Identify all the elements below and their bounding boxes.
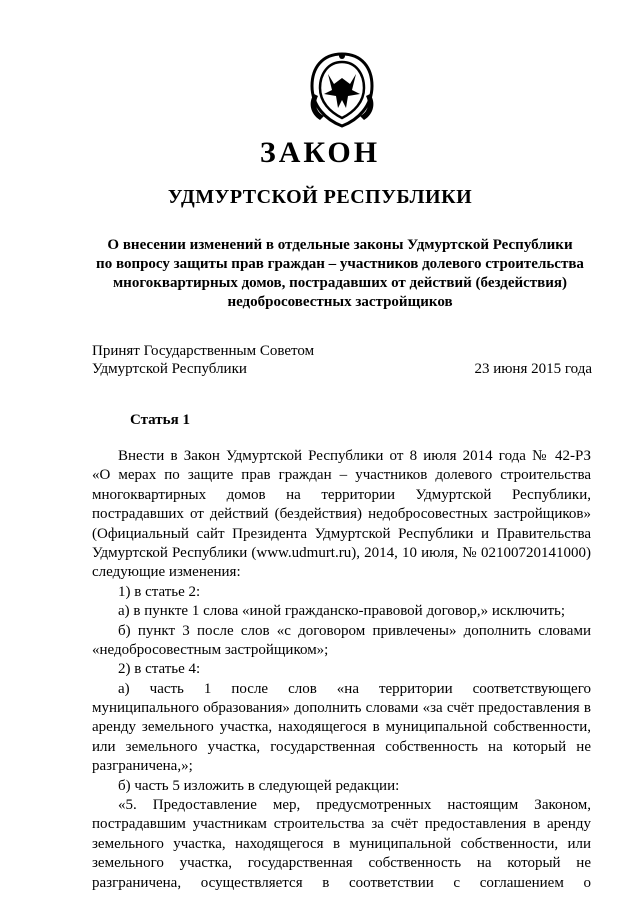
subject-line: многоквартирных домов, пострадавших от действий (бездействия): [112, 275, 568, 291]
text-line: аренду земельного участка, находящегося в муниципальной собственности,: [92, 719, 591, 736]
text-line: следующие изменения:: [92, 564, 241, 581]
text-line: 2) в статье 4:: [118, 661, 201, 678]
text-line: пострадавших от действий (бездействия) недобросовестных застройщиков»: [92, 506, 591, 523]
subject-line: О внесении изменений в отдельные законы Удмуртской Республики: [107, 237, 573, 253]
text-line: Удмуртской Республики (www.udmurt.ru), 2014, 10 июля, № 02100720141000): [92, 544, 591, 561]
subject-line: недобросовестных застройщиков: [227, 294, 453, 310]
text-line: разграничена, осуществляется в соответствии с соглашением о: [92, 874, 591, 891]
text-line: Внести в Закон Удмуртской Республики от 8 июля 2014 года № 42-РЗ: [118, 448, 591, 464]
coat-of-arms-icon: [306, 50, 378, 130]
text-line: муниципального образования» дополнить словами «за счёт предоставления в: [92, 700, 591, 717]
text-line: «5. Предоставление мер, предусмотренных настоящим Законом,: [118, 797, 591, 814]
adoption-line: Удмуртской Республики: [92, 361, 247, 377]
text-line: земельного участка, находящегося в муниципальной собственности, или: [92, 835, 591, 852]
text-line: б) пункт 3 после слов «с договором привлечены» дополнить словами: [118, 622, 591, 639]
text-line: пострадавшим участникам строительства за счёт предоставления в аренду: [92, 816, 591, 833]
text-line: а) часть 1 после слов «на территории соответствующего: [118, 680, 591, 697]
text-line: многоквартирных домов на территории Удмуртской Республики,: [92, 486, 591, 503]
subject-line: по вопросу защиты прав граждан – участников долевого строительства: [96, 256, 584, 272]
document-title: ЗАКОН: [259, 136, 381, 169]
adoption-date: 23 июня 2015 года: [474, 361, 592, 377]
text-line: «О мерах по защите прав граждан – участников долевого строительства: [92, 467, 591, 484]
text-line: б) часть 5 изложить в следующей редакции:: [118, 777, 400, 794]
article-body: [92, 447, 591, 893]
text-line: или земельного участка, государственная собственность на который не: [92, 738, 591, 755]
law-subject: [60, 236, 620, 312]
text-line: земельного участка, государственная собственность на который не: [92, 855, 591, 872]
text-line: «недобросовестным застройщиком»;: [92, 641, 329, 658]
article-heading: Статья 1: [130, 412, 190, 428]
document-subtitle: УДМУРТСКОЙ РЕСПУБЛИКИ: [167, 186, 473, 208]
text-line: разграничена,»;: [92, 758, 193, 775]
adoption-line: Принят Государственным Советом: [92, 343, 315, 359]
adoption-block: [92, 342, 592, 378]
text-line: а) в пункте 1 слова «иной гражданско-правовой договор,» исключить;: [118, 603, 566, 620]
text-line: 1) в статье 2:: [118, 583, 201, 600]
text-line: (Официальный сайт Президента Удмуртской Республики и Правительства: [92, 525, 591, 542]
